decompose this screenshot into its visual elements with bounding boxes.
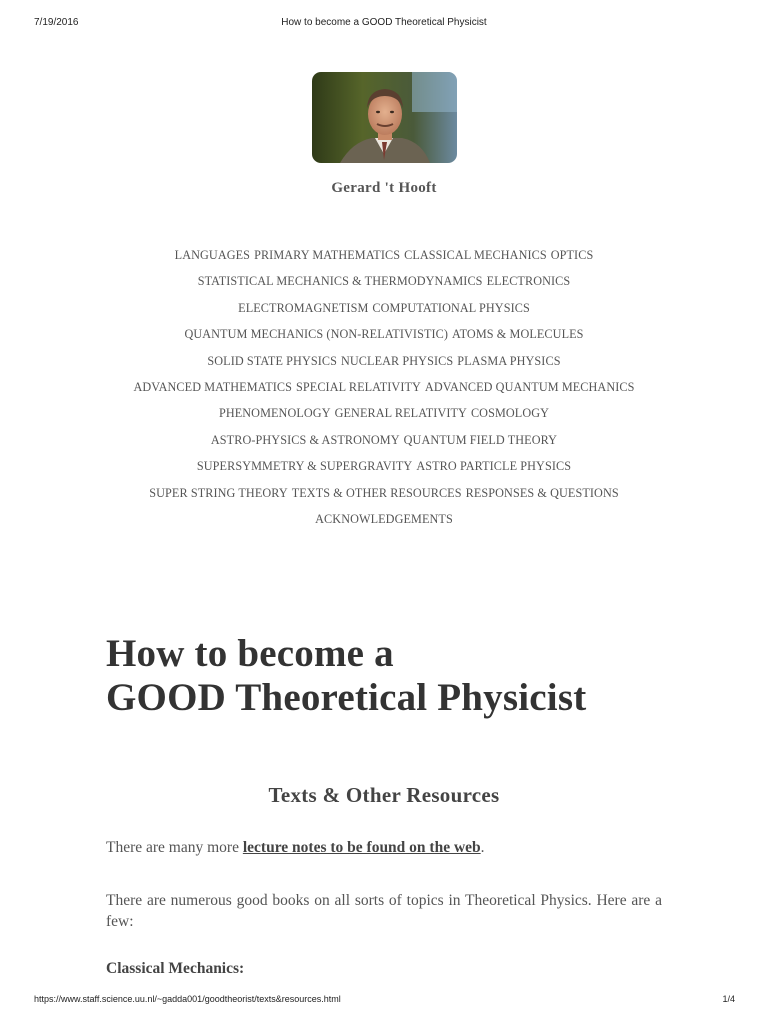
nav-row bbox=[100, 376, 668, 402]
author-portrait bbox=[312, 72, 457, 163]
nav-row bbox=[100, 402, 668, 428]
page-title bbox=[106, 632, 586, 720]
nav-row bbox=[100, 244, 668, 270]
nav-row bbox=[100, 429, 668, 455]
nav-link[interactable]: PRIMARY MATHEMATICS bbox=[254, 248, 401, 262]
intro-prefix: There are many more bbox=[106, 839, 243, 856]
page-title-line-1: How to become a bbox=[106, 632, 394, 675]
print-title: How to become a GOOD Theoretical Physicist bbox=[281, 17, 487, 28]
books-paragraph: There are numerous good books on all sorts of topics in Theoretical Physics. Here are a few: bbox=[106, 892, 662, 930]
nav-row bbox=[100, 350, 668, 376]
nav-link[interactable]: PLASMA PHYSICS bbox=[457, 353, 561, 368]
nav-link[interactable]: STATISTICAL MECHANICS & THERMODYNAMICS bbox=[197, 274, 483, 289]
nav-link[interactable]: COMPUTATIONAL PHYSICS bbox=[372, 300, 530, 315]
nav-link[interactable]: SUPERSYMMETRY & SUPERGRAVITY bbox=[196, 459, 413, 474]
nav-row bbox=[100, 455, 668, 481]
section-title: Texts & Other Resources bbox=[268, 783, 500, 807]
nav-row bbox=[100, 270, 668, 296]
nav-row bbox=[100, 297, 668, 323]
page-title-line-2: GOOD Theoretical Physicist bbox=[106, 676, 587, 719]
nav-link[interactable]: SOLID STATE PHYSICS bbox=[207, 353, 337, 368]
lecture-notes-link[interactable]: lecture notes to be found on the web bbox=[242, 839, 481, 856]
nav-row bbox=[100, 482, 668, 508]
nav-link[interactable]: QUANTUM FIELD THEORY bbox=[403, 432, 558, 447]
nav-link[interactable]: ELECTROMAGNETISM bbox=[238, 300, 369, 315]
nav-row bbox=[100, 323, 668, 349]
nav-link[interactable]: ADVANCED MATHEMATICS bbox=[133, 379, 293, 394]
print-footer bbox=[0, 994, 768, 1008]
nav-link[interactable]: ASTRO PARTICLE PHYSICS bbox=[416, 459, 572, 474]
nav-row bbox=[100, 508, 668, 534]
nav-link[interactable]: LANGUAGES bbox=[174, 248, 251, 262]
nav-link[interactable]: TEXTS & OTHER RESOURCES bbox=[291, 485, 462, 500]
nav-link[interactable]: CLASSICAL MECHANICS bbox=[404, 248, 547, 262]
nav-link[interactable]: OPTICS bbox=[550, 248, 594, 262]
author-name: Gerard 't Hooft bbox=[331, 180, 437, 196]
nav-link[interactable]: PHENOMENOLOGY bbox=[218, 406, 331, 421]
print-date: 7/19/2016 bbox=[34, 17, 79, 28]
nav-link[interactable]: SUPER STRING THEORY bbox=[149, 485, 288, 500]
nav-link[interactable]: ASTRO-PHYSICS & ASTRONOMY bbox=[210, 432, 400, 447]
classical-mechanics-heading: Classical Mechanics: bbox=[106, 960, 245, 977]
print-header bbox=[0, 17, 768, 31]
nav-link[interactable]: NUCLEAR PHYSICS bbox=[341, 353, 454, 368]
topic-navigation bbox=[100, 244, 668, 534]
nav-link[interactable]: ACKNOWLEDGEMENTS bbox=[315, 511, 453, 526]
print-url: https://www.staff.science.uu.nl/~gadda001/goodtheorist/texts&resources.html bbox=[34, 994, 341, 1004]
nav-link[interactable]: QUANTUM MECHANICS (NON-RELATIVISTIC) bbox=[184, 327, 449, 342]
nav-link[interactable]: ADVANCED QUANTUM MECHANICS bbox=[424, 379, 635, 394]
nav-link[interactable]: ATOMS & MOLECULES bbox=[452, 327, 584, 342]
print-page-number: 1/4 bbox=[722, 994, 735, 1004]
intro-suffix: . bbox=[480, 839, 485, 856]
nav-link[interactable]: SPECIAL RELATIVITY bbox=[296, 379, 421, 394]
intro-paragraph bbox=[106, 839, 485, 857]
nav-link[interactable]: ELECTRONICS bbox=[486, 274, 571, 289]
nav-link[interactable]: RESPONSES & QUESTIONS bbox=[465, 485, 619, 500]
portrait-image bbox=[312, 72, 457, 163]
nav-link[interactable]: GENERAL RELATIVITY bbox=[334, 406, 467, 421]
nav-link[interactable]: COSMOLOGY bbox=[470, 406, 550, 421]
